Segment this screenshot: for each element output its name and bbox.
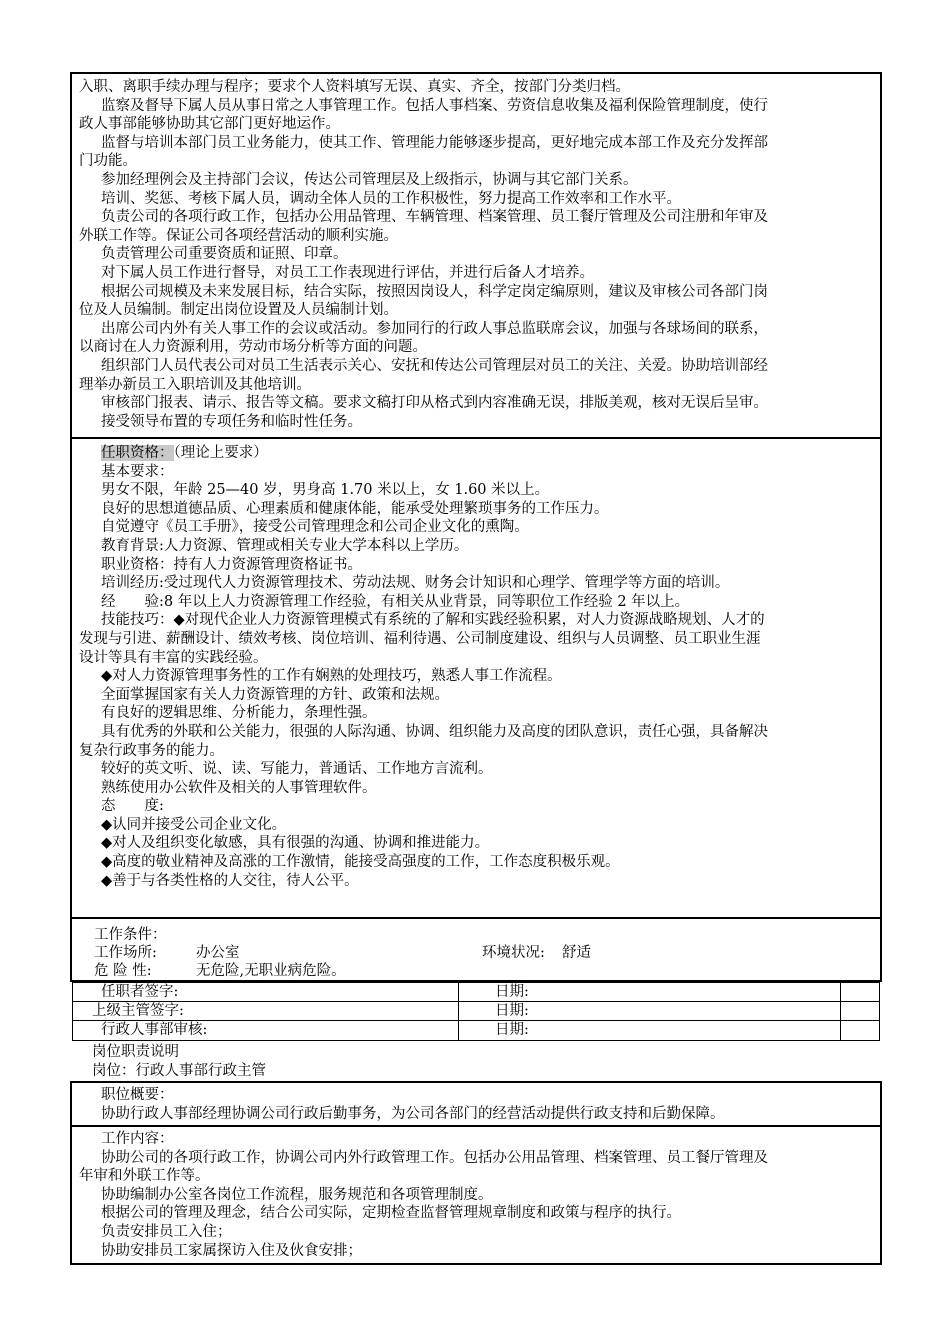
text-line: 协助公司的各项行政工作，协调公司内外行政管理工作。包括办公用品管理、档案管理、员工餐厅管理及 (101, 1149, 768, 1166)
signature-row (73, 983, 879, 1002)
qualifications-heading-note: （理论上要求） (173, 445, 268, 461)
text-line: 具有优秀的外联和公关能力，很强的人际沟通、协调、组织能力及高度的团队意识，责任心强，具备解决 (101, 723, 768, 740)
text-line: 外联工作等。保证公司各项经营活动的顺利实施。 (79, 227, 398, 244)
text-line: 监督与培训本部门员工业务能力，使其工作、管理能力能够逐步提高，更好地完成本部工作及充分发挥部 (101, 134, 768, 151)
environment-value: 舒适 (562, 945, 591, 961)
text-line: 监察及督导下属人员从事日常之人事管理工作。包括人事档案、劳资信息收集及福利保险管理制度，使行 (101, 97, 768, 114)
text-line: 门功能。 (79, 153, 137, 170)
job-content-section (70, 1125, 882, 1265)
text-line: ◆认同并接受公司企业文化。 (101, 816, 287, 833)
text-line: 基本要求： (101, 463, 174, 480)
qualifications-heading-row (79, 444, 880, 463)
text-line: 负责公司的各项行政工作，包括办公用品管理、车辆管理、档案管理、员工餐厅管理及公司注册和年审及 (101, 209, 768, 226)
signature-label: 上级主管签字: (92, 1003, 184, 1019)
text-line: 对下属人员工作进行督导，对员工工作表现进行评估，并进行后备人才培养。 (101, 264, 594, 281)
text-line: 负责管理公司重要资质和证照、印章。 (101, 246, 348, 263)
duties-section (70, 72, 882, 439)
text-line: 熟练使用办公软件及相关的人事管理软件。 (101, 779, 377, 796)
text-line: 较好的英文听、说、读、写能力，普通话、工作地方言流利。 (101, 761, 493, 778)
text-line: 位及人员编制。制定出岗位设置及人员编制计划。 (79, 302, 398, 319)
text-line: ◆对人及组织变化敏感，具有很强的沟通、协调和推进能力。 (101, 835, 490, 852)
text-line: 经 验:8 年以上人力资源管理工作经验，有相关从业背景，同等职位工作经验 2 年以上。 (101, 593, 690, 610)
danger-label: 危 险 性: (94, 963, 152, 979)
text-line: 职业资格：持有人力资源管理资格证书。 (101, 556, 362, 573)
text-line: 培训经历:受过现代人力资源管理技术、劳动法规、财务会计知识和心理学、管理学等方面的培训。 (101, 575, 730, 592)
doc-title: 岗位职责说明 (92, 1044, 179, 1060)
text-line: 复杂行政事务的能力。 (79, 742, 224, 759)
duties-list (79, 78, 880, 431)
qualifications-list (79, 463, 880, 891)
text-line: 男女不限，年龄 25—40 岁，男身高 1.70 米以上，女 1.60 米以上。 (101, 482, 550, 499)
signature-label: 行政人事部审核: (101, 1022, 208, 1038)
text-line: 培训、奖惩、考核下属人员，调动全体人员的工作积极性，努力提高工作效率和工作水平。 (101, 190, 681, 207)
work-conditions-heading: 工作条件： (94, 927, 167, 943)
signature-date-label: 日期: (495, 1003, 529, 1019)
position-title: 岗位：行政人事部行政主管 (92, 1063, 266, 1079)
text-line: 教育背景:人力资源、管理或相关专业大学本科以上学历。 (101, 537, 469, 554)
text-line: 理举办新员工入职培训及其他培训。 (79, 376, 311, 393)
signature-date-label: 日期: (495, 984, 529, 1000)
work-place-label: 工作场所: (94, 945, 157, 961)
text-line: 出席公司内外有关人事工作的会议或活动。参加同行的行政人事总监联席会议，加强与各球场间的联系， (101, 320, 768, 337)
text-line: 自觉遵守《员工手册》，接受公司管理理念和公司企业文化的熏陶。 (101, 519, 529, 536)
job-content-list (79, 1149, 880, 1261)
work-conditions-section (70, 917, 882, 982)
text-line: 负责安排员工入住； (101, 1223, 232, 1240)
text-line: 接受领导布置的专项任务和临时性任务。 (101, 413, 362, 430)
text-line: 政人事部能够协助其它部门更好地运作。 (79, 116, 340, 133)
text-line: 入职、离职手续办理与程序；要求个人资料填写无误、真实、齐全，按部门分类归档。 (79, 79, 630, 95)
job-overview-text: 协助行政人事部经理协调公司行政后勤事务，为公司各部门的经营活动提供行政支持和后勤保障。 (101, 1105, 725, 1122)
job-overview-section (70, 1081, 882, 1127)
job-content-heading: 工作内容： (101, 1131, 174, 1147)
text-line: 全面掌握国家有关人力资源管理的方针、政策和法规。 (101, 686, 449, 703)
environment-label: 环境状况: (482, 945, 545, 961)
signature-row (73, 1021, 879, 1039)
qualifications-heading: 任职资格： (101, 445, 174, 461)
danger-value: 无危险,无职业病危险。 (196, 963, 346, 979)
text-line: ◆高度的敬业精神及高涨的工作激情，能接受高强度的工作，工作态度积极乐观。 (101, 854, 620, 871)
text-line: 组织部门人员代表公司对员工生活表示关心、安抚和传达公司管理层对员工的关注、关爱。协助培训部经 (101, 357, 768, 374)
job-overview-heading: 职位概要： (101, 1087, 174, 1103)
signature-date-label: 日期: (495, 1022, 529, 1038)
work-place-value: 办公室 (196, 945, 240, 961)
text-line: 根据公司的管理及理念，结合公司实际，定期检查监督管理规章制度和政策与程序的执行。 (101, 1205, 681, 1222)
text-line: 根据公司规模及未来发展目标，结合实际，按照因岗设人，科学定岗定编原则，建议及审核公司各部门岗 (101, 283, 768, 300)
qualifications-section (70, 437, 882, 919)
text-line: 协助编制办公室各岗位工作流程，服务规范和各项管理制度。 (101, 1186, 493, 1203)
text-line: 年审和外联工作等。 (79, 1168, 210, 1185)
text-line: ◆善于与各类性格的人交往，待人公平。 (101, 872, 359, 889)
text-line: 技能技巧：◆对现代企业人力资源管理模式有系统的了解和实践经验积累，对人力资源战略规划、人才的 (101, 612, 765, 629)
text-line: 发现与引进、薪酬设计、绩效考核、岗位培训、福利待遇、公司制度建设、组织与人员调整、员工职业生涯 (79, 630, 761, 647)
text-line: 设计等具有丰富的实践经验。 (79, 649, 268, 666)
text-line: 参加经理例会及主持部门会议，传达公司管理层及上级指示，协调与其它部门关系。 (101, 171, 638, 188)
text-line: 有良好的逻辑思维、分析能力，条理性强。 (101, 705, 377, 722)
text-line: ◆对人力资源管理事务性的工作有娴熟的处理技巧，熟悉人事工作流程。 (101, 668, 562, 685)
signature-table (72, 982, 880, 1041)
signature-row (73, 1002, 879, 1021)
text-line: 以商讨在人力资源利用，劳动市场分析等方面的问题。 (79, 339, 427, 356)
text-line: 态 度: (101, 798, 164, 815)
signature-label: 任职者签字: (101, 984, 179, 1000)
text-line: 协助安排员工家属探访入住及伙食安排； (101, 1242, 362, 1259)
text-line: 审核部门报表、请示、报告等文稿。要求文稿打印从格式到内容准确无误，排版美观，核对无误后呈审。 (101, 395, 768, 412)
text-line: 良好的思想道德品质、心理素质和健康体能，能承受处理繁琐事务的工作压力。 (101, 500, 609, 517)
